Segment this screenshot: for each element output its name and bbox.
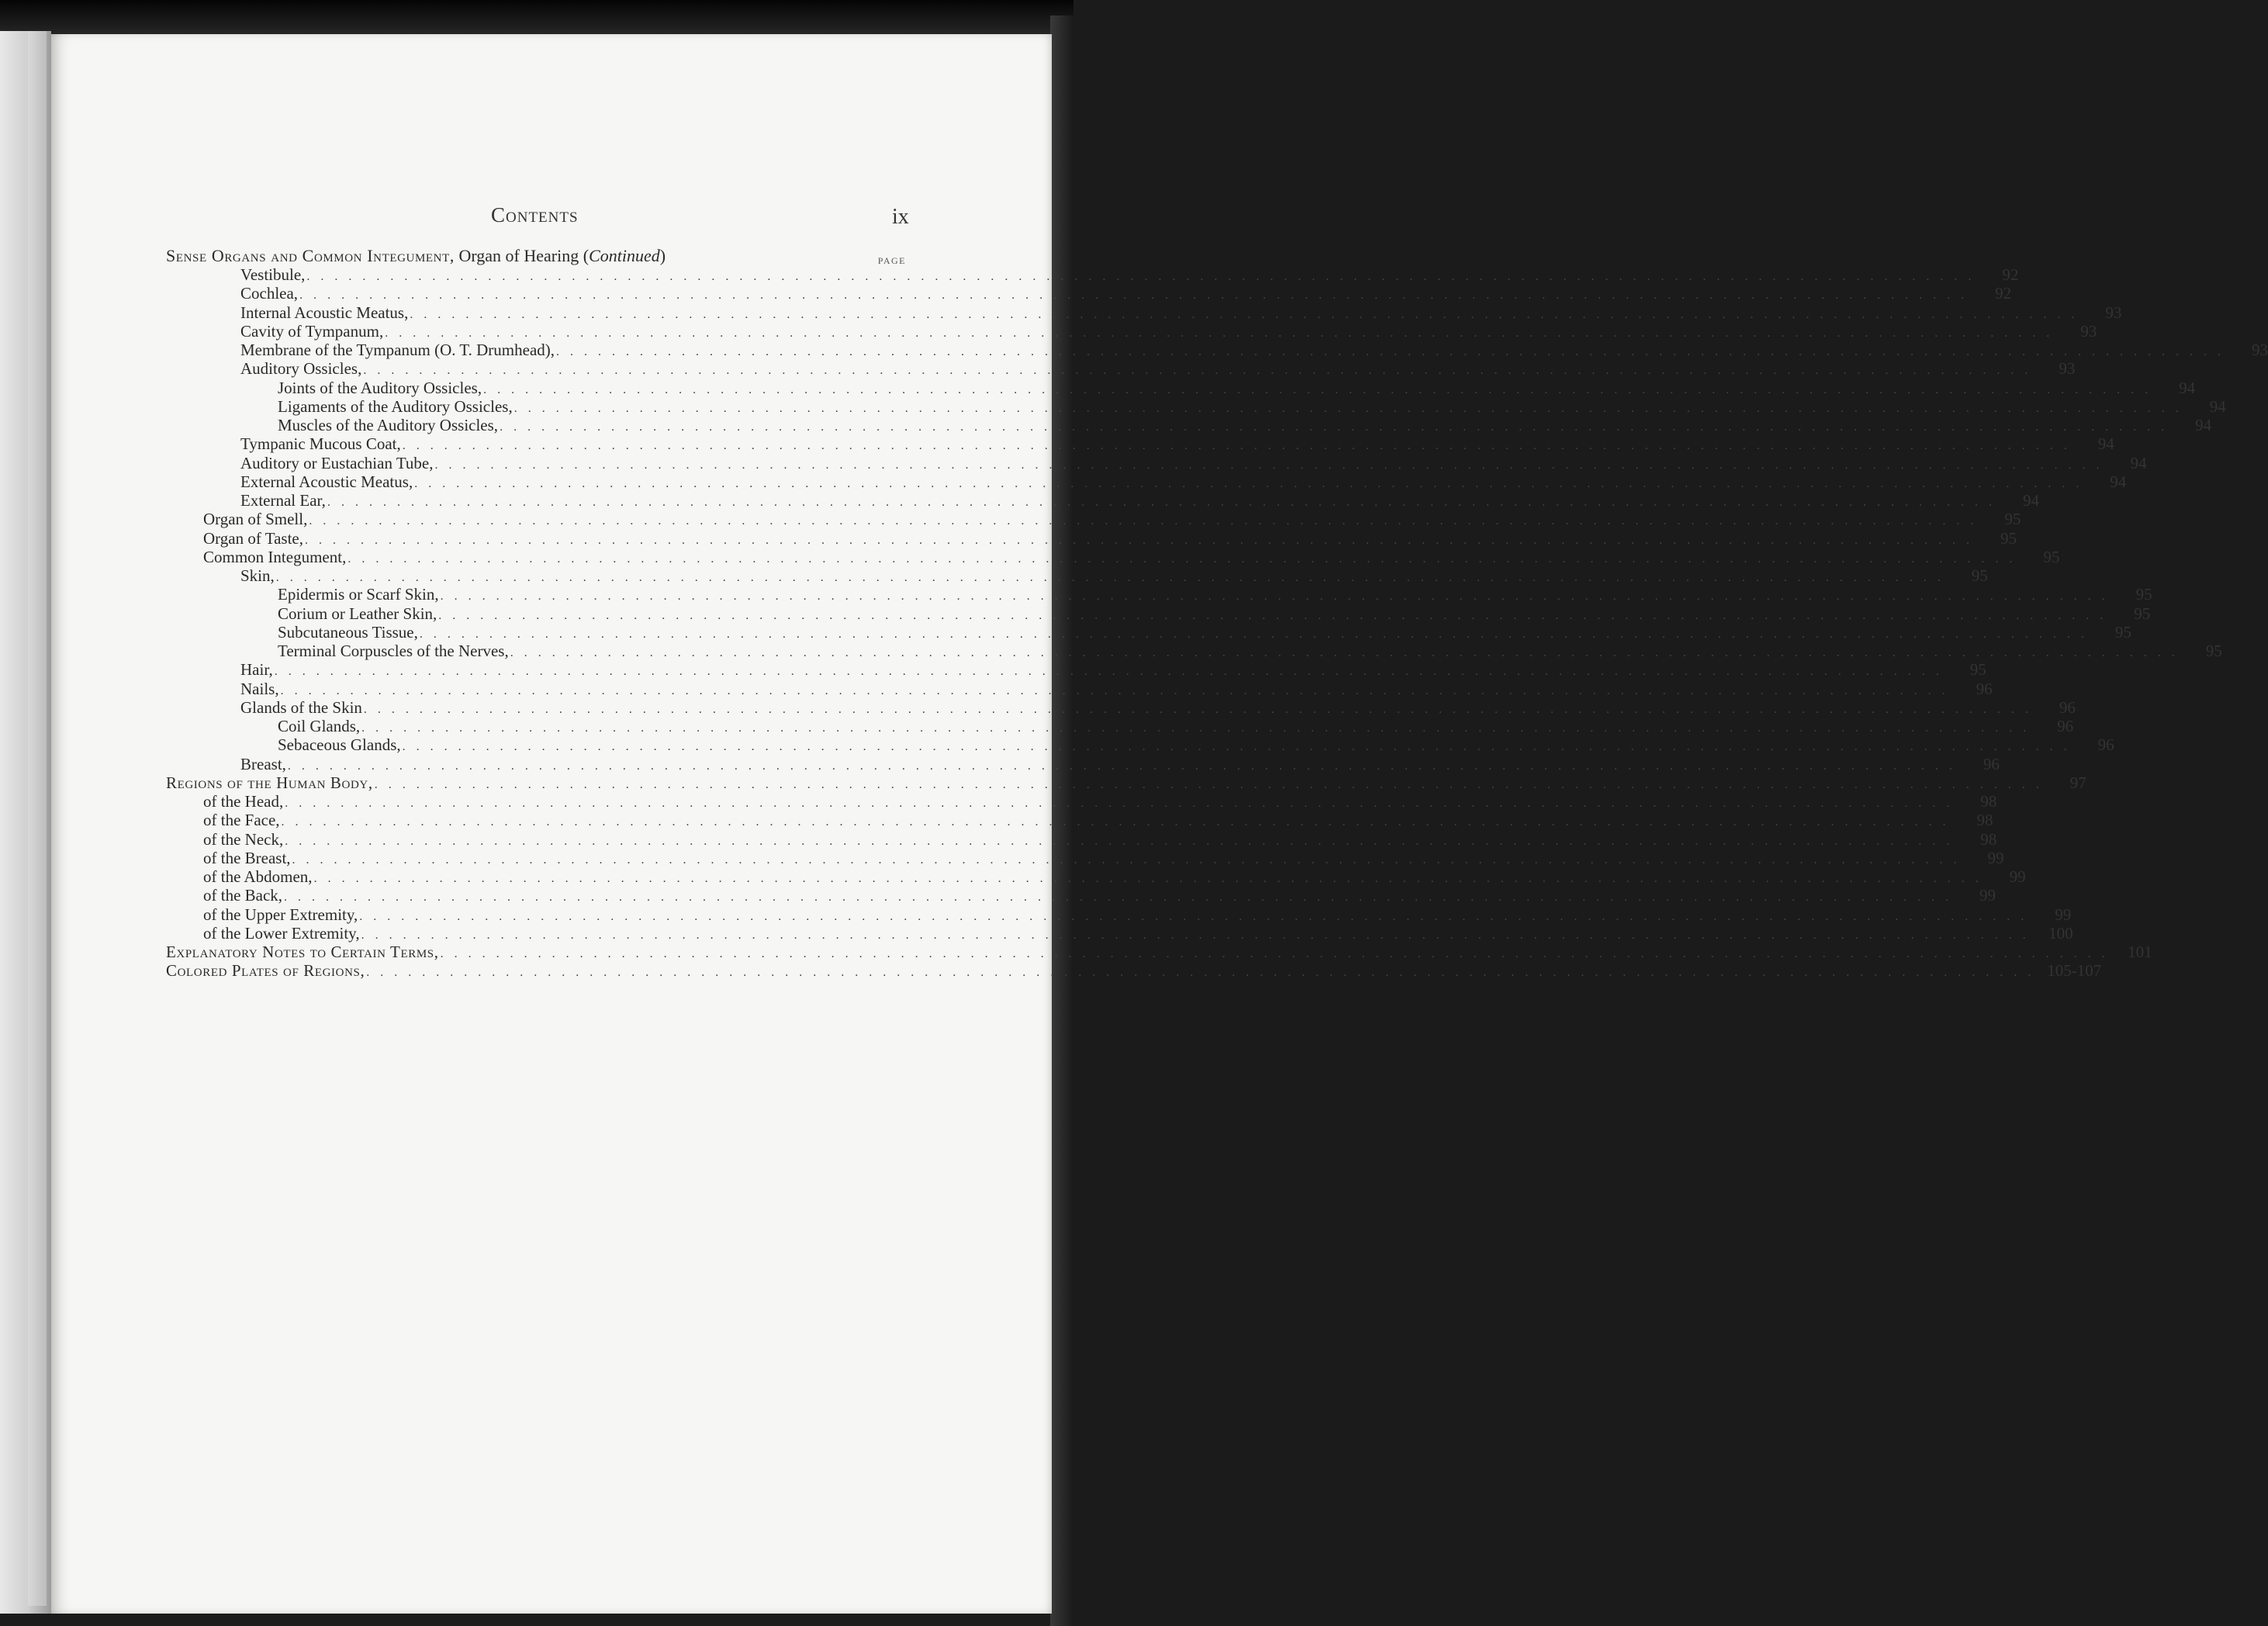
dot-leader: . . . . . . . . . . . . . . . . . . . . . . . . . . . . . . . . . . . . . . . . . . . . . . . . . . . . . . . . . . . . . . . . . . . . . . . . . . . . . . . . . . . . . . . . . . . . . . . . . . . . . . . . . . . . . . . . . . . . . . . . — [385, 326, 2054, 340]
toc-entry-label: Coil Glands, — [278, 717, 361, 735]
toc-entry-label: Tympanic Mucous Coat, — [240, 434, 401, 454]
toc-entry — [166, 510, 2021, 529]
toc-entry-label: Cochlea, — [240, 284, 299, 303]
toc-entry-page: 96 — [2097, 735, 2114, 755]
dot-leader: . . . . . . . . . . . . . . . . . . . . . . . . . . . . . . . . . . . . . . . . . . . . . . . . . . . . . . . . . . . . . . . . . . . . . . . . . . . . . . . . . . . . . . . . . . . . . . . . . . . . . . . . . . . . . . . . . . . . . . . . — [363, 702, 2032, 716]
dot-leader: . . . . . . . . . . . . . . . . . . . . . . . . . . . . . . . . . . . . . . . . . . . . . . . . . . . . . . . . . . . . . . . . . . . . . . . . . . . . . . . . . . . . . . . . . . . . . . . . . . . . . . . . . . . . . . . . . . . . . . . . — [292, 853, 1961, 867]
toc-entry-label: Terminal Corpuscles of the Nerves, — [278, 642, 509, 660]
toc-entry — [166, 905, 2072, 924]
toc-entry-label: of the Back, — [203, 886, 283, 905]
toc-entry-label: Auditory Ossicles, — [240, 359, 362, 379]
toc-entry-label: of the Abdomen, — [203, 867, 313, 886]
toc-entry — [166, 321, 2097, 341]
toc-entry — [166, 622, 2131, 642]
toc-entry-label: of the Breast, — [203, 848, 291, 867]
scan-top-edge — [0, 0, 1073, 39]
toc-entry-label: Membrane of the Tympanum (O. T. Drumhead), — [240, 341, 555, 359]
toc-entry — [166, 396, 2226, 416]
toc-entry-page: 92 — [2002, 265, 2019, 284]
toc-entry-page: 95 — [2205, 642, 2222, 660]
toc-entry-page: 93 — [2252, 341, 2268, 359]
dot-leader: . . . . . . . . . . . . . . . . . . . . . . . . . . . . . . . . . . . . . . . . . . . . . . . . . . . . . . . . . . . . . . . . . . . . . . . . . . . . . . . . . . . . . . . . . . . . . . . . . . . . . . . . . . . . . . . . . . . . . . . . — [359, 909, 2028, 923]
toc-entry-page: 98 — [1976, 811, 1993, 830]
toc-entry — [166, 491, 2039, 510]
table-of-contents — [166, 246, 2268, 981]
section-title: Sense Organs and Common Integument, — [166, 246, 455, 265]
toc-entry — [166, 867, 2026, 886]
toc-entry-page: 98 — [1980, 792, 1997, 811]
toc-entry — [166, 547, 2060, 566]
toc-entry — [166, 528, 2017, 548]
toc-entry-label: Explanatory Notes to Certain Terms, — [166, 943, 439, 961]
dot-leader: . . . . . . . . . . . . . . . . . . . . . . . . . . . . . . . . . . . . . . . . . . . . . . . . . . . . . . . . . . . . . . . . . . . . . . . . . . . . . . . . . . . . . . . . . . . . . . . . . . . . . . . . . . . . . . . . . . . . . . . . — [361, 721, 2031, 735]
toc-entry-label: Muscles of the Auditory Ossicles, — [278, 416, 499, 434]
toc-entry-label: Organ of Smell, — [203, 510, 308, 529]
toc-entry-page: 96 — [1976, 679, 1993, 698]
toc-entry-label: of the Upper Extremity, — [203, 905, 358, 924]
toc-entry-page: 94 — [2110, 472, 2127, 491]
toc-entry-page: 94 — [2179, 378, 2196, 397]
dot-leader: . . . . . . . . . . . . . . . . . . . . . . . . . . . . . . . . . . . . . . . . . . . . . . . . . . . . . . . . . . . . . . . . . . . . . . . . . . . . . . . . . . . . . . . . . . . . . . . . . . . . . . . . . . . . . . . . . . . . . . . . — [414, 476, 2083, 490]
toc-entry-label: Internal Acoustic Meatus, — [240, 303, 409, 322]
toc-entry — [166, 472, 2127, 491]
dot-leader: . . . . . . . . . . . . . . . . . . . . . . . . . . . . . . . . . . . . . . . . . . . . . . . . . . . . . . . . . . . . . . . . . . . . . . . . . . . . . . . . . . . . . . . . . . . . . . . . . . . . . . . . . . . . . . . . . . . . . . . . — [419, 627, 2088, 641]
toc-entry-label: Cavity of Tympanum, — [240, 321, 384, 341]
toc-entry-page: 98 — [1980, 829, 1997, 849]
toc-entry — [166, 923, 2073, 943]
toc-entry — [166, 416, 2212, 434]
dot-leader: . . . . . . . . . . . . . . . . . . . . . . . . . . . . . . . . . . . . . . . . . . . . . . . . . . . . . . . . . . . . . . . . . . . . . . . . . . . . . . . . . . . . . . . . . . . . . . . . . . . . . . . . . . . . . . . . . . . . . . . . — [434, 458, 2104, 472]
toc-entry — [166, 848, 2004, 867]
toc-entry-label: Nails, — [240, 679, 279, 698]
toc-entry-page: 99 — [1987, 848, 2004, 867]
toc-entry-page: 93 — [2080, 321, 2097, 341]
running-head — [0, 203, 1073, 227]
toc-entry-label: Ligaments of the Auditory Ossicles, — [278, 396, 513, 416]
toc-entry-label: Vestibule, — [240, 265, 306, 284]
toc-entry-page: 94 — [2022, 491, 2039, 510]
dot-leader: . . . . . . . . . . . . . . . . . . . . . . . . . . . . . . . . . . . . . . . . . . . . . . . . . . . . . . . . . . . . . . . . . . . . . . . . . . . . . . . . . . . . . . . . . . . . . . . . . . . . . . . . . . . . . . . . . . . . . . . . — [483, 382, 2152, 396]
toc-section-heading — [166, 247, 911, 265]
toc-entry — [166, 566, 1988, 585]
toc-entry — [166, 303, 2122, 322]
toc-entry-label: Breast, — [240, 754, 286, 773]
toc-entry — [166, 792, 1997, 811]
toc-entry — [166, 660, 1986, 680]
toc-entry-page: 100 — [2048, 923, 2073, 943]
dot-leader: . . . . . . . . . . . . . . . . . . . . . . . . . . . . . . . . . . . . . . . . . . . . . . . . . . . . . . . . . . . . . . . . . . . . . . . . . . . . . . . . . . . . . . . . . . . . . . . . . . . . . . . . . . . . . . . . . . . . . . . . — [402, 439, 2071, 453]
toc-entry-label: Joints of the Auditory Ossicles, — [278, 378, 482, 397]
toc-entry-page: 96 — [2057, 717, 2074, 735]
toc-entry-label: of the Face, — [203, 811, 280, 830]
toc-entry — [166, 585, 2152, 604]
toc-entry-label: Glands of the Skin — [240, 697, 362, 717]
dot-leader: . . . . . . . . . . . . . . . . . . . . . . . . . . . . . . . . . . . . . . . . . . . . . . . . . . . . . . . . . . . . . . . . . . . . . . . . . . . . . . . . . . . . . . . . . . . . . . . . . . . . . . . . . . . . . . . . . . . . . . . . — [556, 345, 2225, 358]
toc-entry-page: 94 — [2195, 416, 2212, 434]
toc-entry-page: 97 — [2069, 773, 2086, 792]
toc-entry — [166, 735, 2114, 755]
toc-entry-page: 93 — [2105, 303, 2122, 322]
toc-entry-label: of the Lower Extremity, — [203, 923, 360, 943]
section-subtitle: Organ of Hearing ( — [454, 246, 589, 265]
toc-entry-page: 95 — [2000, 528, 2017, 548]
page-number: ix — [892, 205, 909, 229]
toc-entry-page: 99 — [2009, 867, 2026, 886]
dot-leader: . . . . . . . . . . . . . . . . . . . . . . . . . . . . . . . . . . . . . . . . . . . . . . . . . . . . . . . . . . . . . . . . . . . . . . . . . . . . . . . . . . . . . . . . . . . . . . . . . . . . . . . . . . . . . . . . . . . . . . . . — [274, 665, 1943, 679]
toc-entry-label: Hair, — [240, 660, 273, 680]
toc-entry-label: Sebaceous Glands, — [278, 735, 401, 755]
running-title: Contents — [491, 203, 579, 227]
dot-leader: . . . . . . . . . . . . . . . . . . . . . . . . . . . . . . . . . . . . . . . . . . . . . . . . . . . . . . . . . . . . . . . . . . . . . . . . . . . . . . . . . . . . . . . . . . . . . . . . . . . . . . . . . . . . . . . . . . . . . . . . — [363, 364, 2032, 378]
toc-entry-label: Organ of Taste, — [203, 528, 303, 548]
toc-entry-page: 95 — [2043, 547, 2060, 566]
dot-leader: . . . . . . . . . . . . . . . . . . . . . . . . . . . . . . . . . . . . . . . . . . . . . . . . . . . . . . . . . . . . . . . . . . . . . . . . . . . . . . . . . . . . . . . . . . . . . . . . . . . . . . . . . . . . . . . . . . . . . . . . — [440, 590, 2109, 604]
toc-entry — [166, 359, 2076, 379]
toc-entry-page: 95 — [2134, 604, 2151, 623]
toc-entry — [166, 341, 2268, 359]
toc-entry — [166, 284, 2012, 303]
toc-entry — [166, 943, 2152, 961]
toc-entry-page: 105-107 — [2047, 961, 2102, 981]
dot-leader: . . . . . . . . . . . . . . . . . . . . . . . . . . . . . . . . . . . . . . . . . . . . . . . . . . . . . . . . . . . . . . . . . . . . . . . . . . . . . . . . . . . . . . . . . . . . . . . . . . . . . . . . . . . . . . . . . . . . . . . . — [285, 834, 1954, 848]
toc-entry — [166, 642, 2222, 660]
dot-leader: . . . . . . . . . . . . . . . . . . . . . . . . . . . . . . . . . . . . . . . . . . . . . . . . . . . . . . . . . . . . . . . . . . . . . . . . . . . . . . . . . . . . . . . . . . . . . . . . . . . . . . . . . . . . . . . . . . . . . . . . — [440, 947, 2109, 960]
toc-entry — [166, 434, 2114, 454]
toc-entry — [166, 265, 2019, 284]
toc-entry-page: 93 — [2059, 359, 2076, 379]
toc-entry-page: 101 — [2128, 943, 2152, 961]
dot-leader: . . . . . . . . . . . . . . . . . . . . . . . . . . . . . . . . . . . . . . . . . . . . . . . . . . . . . . . . . . . . . . . . . . . . . . . . . . . . . . . . . . . . . . . . . . . . . . . . . . . . . . . . . . . . . . . . . . . . . . . . — [361, 928, 2030, 942]
toc-entry — [166, 717, 2074, 735]
toc-entry — [166, 604, 2151, 623]
toc-entry — [166, 453, 2147, 472]
dot-leader: . . . . . . . . . . . . . . . . . . . . . . . . . . . . . . . . . . . . . . . . . . . . . . . . . . . . . . . . . . . . . . . . . . . . . . . . . . . . . . . . . . . . . . . . . . . . . . . . . . . . . . . . . . . . . . . . . . . . . . . . — [366, 966, 2035, 980]
toc-entry — [166, 829, 1997, 849]
dot-leader: . . . . . . . . . . . . . . . . . . . . . . . . . . . . . . . . . . . . . . . . . . . . . . . . . . . . . . . . . . . . . . . . . . . . . . . . . . . . . . . . . . . . . . . . . . . . . . . . . . . . . . . . . . . . . . . . . . . . . . . . — [275, 571, 1945, 584]
toc-entry-page: 99 — [1979, 886, 1997, 905]
toc-entry-label: Colored Plates of Regions, — [166, 961, 365, 981]
toc-entry-label: Corium or Leather Skin, — [278, 604, 437, 623]
page-fold-shadow — [28, 31, 47, 1606]
toc-entry-label: of the Head, — [203, 792, 284, 811]
section-subtitle-close: ) — [659, 246, 666, 265]
page-column-label: PAGE — [877, 255, 906, 266]
toc-entry-label: Auditory or Eustachian Tube, — [240, 453, 434, 472]
toc-entry-page: 95 — [1971, 566, 1988, 585]
dot-leader: . . . . . . . . . . . . . . . . . . . . . . . . . . . . . . . . . . . . . . . . . . . . . . . . . . . . . . . . . . . . . . . . . . . . . . . . . . . . . . . . . . . . . . . . . . . . . . . . . . . . . . . . . . . . . . . . . . . . . . . . — [510, 646, 2179, 659]
dot-leader: . . . . . . . . . . . . . . . . . . . . . . . . . . . . . . . . . . . . . . . . . . . . . . . . . . . . . . . . . . . . . . . . . . . . . . . . . . . . . . . . . . . . . . . . . . . . . . . . . . . . . . . . . . . . . . . . . . . . . . . . — [306, 270, 1976, 283]
toc-entry-page: 94 — [2130, 453, 2147, 472]
toc-entry-label: Epidermis or Scarf Skin, — [278, 585, 439, 604]
toc-entry-label: Subcutaneous Tissue, — [278, 622, 418, 642]
toc-entry-page: 94 — [2209, 396, 2226, 416]
dot-leader: . . . . . . . . . . . . . . . . . . . . . . . . . . . . . . . . . . . . . . . . . . . . . . . . . . . . . . . . . . . . . . . . . . . . . . . . . . . . . . . . . . . . . . . . . . . . . . . . . . . . . . . . . . . . . . . . . . . . . . . . — [500, 420, 2169, 434]
dot-leader: . . . . . . . . . . . . . . . . . . . . . . . . . . . . . . . . . . . . . . . . . . . . . . . . . . . . . . . . . . . . . . . . . . . . . . . . . . . . . . . . . . . . . . . . . . . . . . . . . . . . . . . . . . . . . . . . . . . . . . . . — [327, 496, 1996, 509]
dot-leader: . . . . . . . . . . . . . . . . . . . . . . . . . . . . . . . . . . . . . . . . . . . . . . . . . . . . . . . . . . . . . . . . . . . . . . . . . . . . . . . . . . . . . . . . . . . . . . . . . . . . . . . . . . . . . . . . . . . . . . . . — [309, 514, 1978, 528]
dot-leader: . . . . . . . . . . . . . . . . . . . . . . . . . . . . . . . . . . . . . . . . . . . . . . . . . . . . . . . . . . . . . . . . . . . . . . . . . . . . . . . . . . . . . . . . . . . . . . . . . . . . . . . . . . . . . . . . . . . . . . . . — [280, 683, 1949, 697]
toc-entry — [166, 754, 2000, 773]
toc-entry — [166, 679, 1993, 698]
toc-entry-label: External Acoustic Meatus, — [240, 472, 413, 491]
toc-entry — [166, 378, 2196, 397]
toc-entry-page: 95 — [1969, 660, 1986, 680]
dot-leader: . . . . . . . . . . . . . . . . . . . . . . . . . . . . . . . . . . . . . . . . . . . . . . . . . . . . . . . . . . . . . . . . . . . . . . . . . . . . . . . . . . . . . . . . . . . . . . . . . . . . . . . . . . . . . . . . . . . . . . . . — [281, 815, 1950, 829]
dot-leader: . . . . . . . . . . . . . . . . . . . . . . . . . . . . . . . . . . . . . . . . . . . . . . . . . . . . . . . . . . . . . . . . . . . . . . . . . . . . . . . . . . . . . . . . . . . . . . . . . . . . . . . . . . . . . . . . . . . . . . . . — [287, 759, 1956, 773]
dot-leader: . . . . . . . . . . . . . . . . . . . . . . . . . . . . . . . . . . . . . . . . . . . . . . . . . . . . . . . . . . . . . . . . . . . . . . . . . . . . . . . . . . . . . . . . . . . . . . . . . . . . . . . . . . . . . . . . . . . . . . . . — [304, 533, 1973, 547]
toc-entry-page: 95 — [2135, 585, 2152, 604]
toc-entry — [166, 961, 2102, 981]
toc-entry-page: 92 — [1995, 284, 2012, 303]
toc-entry-label: External Ear, — [240, 491, 326, 510]
toc-entry-page: 96 — [2059, 697, 2076, 717]
toc-entry-label: Skin, — [240, 566, 275, 585]
dot-leader: . . . . . . . . . . . . . . . . . . . . . . . . . . . . . . . . . . . . . . . . . . . . . . . . . . . . . . . . . . . . . . . . . . . . . . . . . . . . . . . . . . . . . . . . . . . . . . . . . . . . . . . . . . . . . . . . . . . . . . . . — [285, 797, 1954, 810]
toc-entry-page: 95 — [2114, 622, 2131, 642]
toc-entry — [166, 811, 1993, 830]
toc-entry-page: 95 — [2004, 510, 2021, 529]
dot-leader: . . . . . . . . . . . . . . . . . . . . . . . . . . . . . . . . . . . . . . . . . . . . . . . . . . . . . . . . . . . . . . . . . . . . . . . . . . . . . . . . . . . . . . . . . . . . . . . . . . . . . . . . . . . . . . . . . . . . . . . . — [299, 289, 1969, 303]
dot-leader: . . . . . . . . . . . . . . . . . . . . . . . . . . . . . . . . . . . . . . . . . . . . . . . . . . . . . . . . . . . . . . . . . . . . . . . . . . . . . . . . . . . . . . . . . . . . . . . . . . . . . . . . . . . . . . . . . . . . . . . . — [513, 401, 2183, 415]
dot-leader: . . . . . . . . . . . . . . . . . . . . . . . . . . . . . . . . . . . . . . . . . . . . . . . . . . . . . . . . . . . . . . . . . . . . . . . . . . . . . . . . . . . . . . . . . . . . . . . . . . . . . . . . . . . . . . . . . . . . . . . . — [402, 740, 2071, 754]
dot-leader: . . . . . . . . . . . . . . . . . . . . . . . . . . . . . . . . . . . . . . . . . . . . . . . . . . . . . . . . . . . . . . . . . . . . . . . . . . . . . . . . . . . . . . . . . . . . . . . . . . . . . . . . . . . . . . . . . . . . . . . . — [410, 307, 2079, 321]
dot-leader: . . . . . . . . . . . . . . . . . . . . . . . . . . . . . . . . . . . . . . . . . . . . . . . . . . . . . . . . . . . . . . . . . . . . . . . . . . . . . . . . . . . . . . . . . . . . . . . . . . . . . . . . . . . . . . . . . . . . . . . . — [284, 891, 1953, 905]
toc-entry-label: Common Integument, — [203, 547, 347, 566]
toc-entry — [166, 773, 2086, 792]
continued-note: Continued — [589, 246, 660, 265]
toc-entry-label: Regions of the Human Body, — [166, 773, 373, 792]
toc-entry-page: 96 — [1983, 754, 2000, 773]
dot-leader: . . . . . . . . . . . . . . . . . . . . . . . . . . . . . . . . . . . . . . . . . . . . . . . . . . . . . . . . . . . . . . . . . . . . . . . . . . . . . . . . . . . . . . . . . . . . . . . . . . . . . . . . . . . . . . . . . . . . . . . . — [438, 608, 2107, 622]
toc-entry-page: 94 — [2097, 434, 2114, 454]
toc-entry-label: of the Neck, — [203, 829, 284, 849]
dot-leader: . . . . . . . . . . . . . . . . . . . . . . . . . . . . . . . . . . . . . . . . . . . . . . . . . . . . . . . . . . . . . . . . . . . . . . . . . . . . . . . . . . . . . . . . . . . . . . . . . . . . . . . . . . . . . . . . . . . . . . . . — [374, 777, 2043, 791]
dot-leader: . . . . . . . . . . . . . . . . . . . . . . . . . . . . . . . . . . . . . . . . . . . . . . . . . . . . . . . . . . . . . . . . . . . . . . . . . . . . . . . . . . . . . . . . . . . . . . . . . . . . . . . . . . . . . . . . . . . . . . . . — [347, 552, 2017, 566]
toc-entry-list — [166, 265, 2268, 981]
dot-leader: . . . . . . . . . . . . . . . . . . . . . . . . . . . . . . . . . . . . . . . . . . . . . . . . . . . . . . . . . . . . . . . . . . . . . . . . . . . . . . . . . . . . . . . . . . . . . . . . . . . . . . . . . . . . . . . . . . . . . . . . — [313, 872, 1983, 885]
toc-entry — [166, 697, 2076, 717]
toc-entry — [166, 886, 1997, 905]
toc-entry-page: 99 — [2055, 905, 2072, 924]
